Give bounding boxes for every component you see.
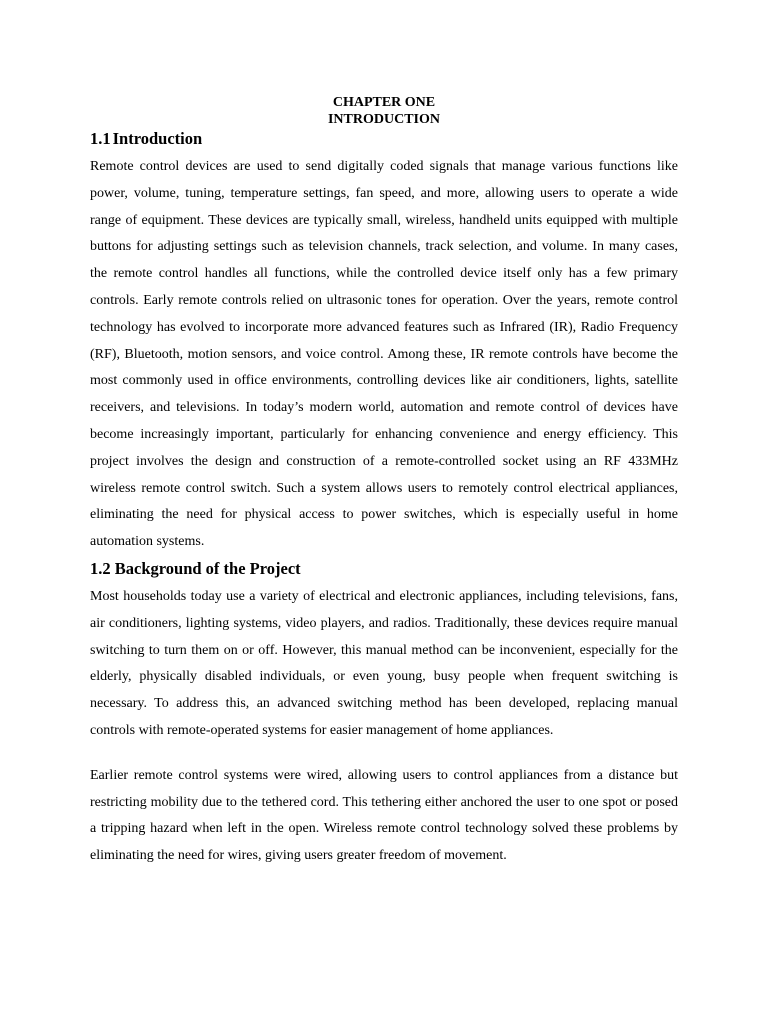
section-heading-background (90, 558, 678, 580)
section-title: Background of the Project (114, 558, 301, 578)
section-number: 1.2 (90, 558, 111, 578)
background-paragraph-2: Earlier remote control systems were wired, allowing users to control appliances from a distance but restricting mobility due to the tethered cord. This tethering either anchored the user to one spot or posed a tripping hazard when left in the open. Wireless remote control technology solved these problems by eliminating the need for wires, giving users greater freedom of movement. (90, 767, 678, 864)
document-page (90, 94, 678, 870)
section-heading-introduction (90, 128, 678, 150)
section-title: Introduction (112, 129, 203, 148)
introduction-paragraph: Remote control devices are used to send digitally coded signals that manage various functions like power, volume, tuning, temperature settings, fan speed, and more, allowing users to operate a wide range of equipment. These devices are typically small, wireless, handheld units equipped with multiple buttons for adjusting settings such as television channels, track selection, and volume. In many cases, the remote control handles all functions, while the controlled device itself only has a few primary controls. Early remote controls relied on ultrasonic tones for operation. Over the years, remote control technology has evolved to incorporate more advanced features such as Infrared (IR), Radio Frequency (RF), Bluetooth, motion sensors, and voice control. Among these, IR remote controls have become the most commonly used in office environments, controlling devices like air conditioners, lights, satellite receivers, and televisions. In today’s modern world, automation and remote control of devices have become increasingly important, particularly for enhancing convenience and energy efficiency. This project involves the design and construction of a remote-controlled socket using an RF 433MHz wireless remote control switch. Such a system allows users to remotely control electrical appliances, eliminating the need for physical access to power switches, which is especially useful in home automation systems. (90, 159, 678, 550)
background-paragraph-1: Most households today use a variety of electrical and electronic appliances, including televisions, fans, air conditioners, lighting systems, video players, and radios. Traditionally, these devices require manual switching to turn them on or off. However, this manual method can be inconvenient, especially for the elderly, physically disabled individuals, or even young, busy people when frequent switching is necessary. To address this, an advanced switching method has been developed, replacing manual controls with remote-operated systems for easier management of home appliances. (90, 588, 678, 738)
chapter-label: CHAPTER ONE (332, 95, 436, 110)
section-number: 1.1 (90, 129, 111, 148)
chapter-title: INTRODUCTION (327, 112, 440, 127)
